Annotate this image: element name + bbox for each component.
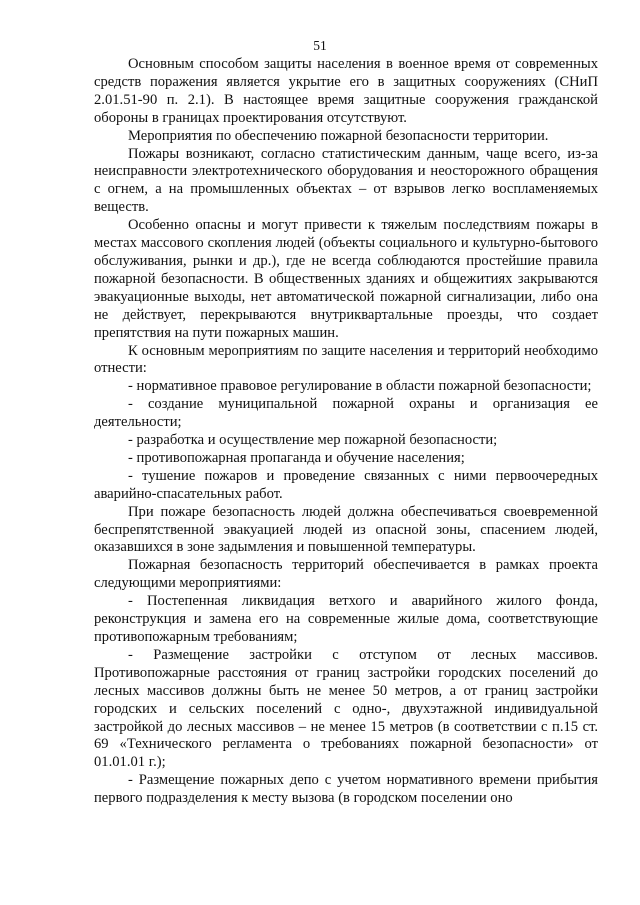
list-item: - тушение пожаров и проведение связанных с ними первоочередных аварийно-спасательных работ. <box>94 467 598 502</box>
page-number: 51 <box>313 38 327 53</box>
list-item: - нормативное правовое регулирование в области пожарной безопасности; <box>128 378 592 395</box>
list-item: - Постепенная ликвидация ветхого и аварийного жилого фонда, реконструкция и замена его на современные жилые дома, соответствующие противопожарным требованиям; <box>94 593 598 645</box>
list-item: - Размещение пожарных депо с учетом нормативного времени прибытия первого подразделения к месту вызова (в городском поселении оно <box>94 772 598 807</box>
document-body <box>94 56 598 808</box>
paragraph: Особенно опасны и могут привести к тяжелым последствиям пожары в местах массового скопления людей (объекты социального и культурно-бытового обслуживания, рынки и др.), где не всегда соблюдаются простейшие правила пожарной безопасности. В общественных зданиях и общежитиях закрываются эвакуационные выходы, нет автоматической пожарной сигнализации, либо она не действует, перекрываются внутриквартальные проезды, что создает препятствия на пути пожарных машин. <box>94 217 598 341</box>
paragraph: Пожарная безопасность территорий обеспечивается в рамках проекта следующими мероприятиями: <box>94 557 598 592</box>
paragraph: Пожары возникают, согласно статистическим данным, чаще всего, из-за неисправности электротехнического оборудования и неосторожного обращения с огнем, а на промышленных объектах – от взрывов легко воспламеняемых веществ. <box>94 145 598 216</box>
list-item: - создание муниципальной пожарной охраны и организация ее деятельности; <box>94 396 598 431</box>
list-item: - противопожарная пропаганда и обучение населения; <box>128 449 465 466</box>
paragraph: К основным мероприятиям по защите населения и территорий необходимо отнести: <box>94 342 598 377</box>
paragraph: Основным способом защиты населения в военное время от современных средств поражения является укрытие его в защитных сооружениях (СНиП 2.01.51-90 п. 2.1). В настоящее время защитные сооружения гражданской обороны в границах проектирования отсутствуют. <box>94 56 598 126</box>
paragraph-heading: Мероприятия по обеспечению пожарной безопасности территории. <box>128 127 549 144</box>
paragraph: При пожаре безопасность людей должна обеспечиваться своевременной беспрепятственной эвакуацией людей из опасной зоны, спасением людей, оказавшихся в зоне задымления и повышенной температуры. <box>94 503 598 556</box>
list-item: - Размещение застройки с отступом от лесных массивов. Противопожарные расстояния от границ застройки городских поселений до лесных массивов должны быть не менее 50 метров, а от границ застройки городских и сельских поселений с одно-, двухэтажной индивидуальной застройкой до лесных массивов – не менее 15 метров (в соответствии с п.15 ст. 69 «Технического регламента о требованиях пожарной безопасности» от 01.01.01 г.); <box>94 646 598 771</box>
list-item: - разработка и осуществление мер пожарной безопасности; <box>128 432 498 449</box>
